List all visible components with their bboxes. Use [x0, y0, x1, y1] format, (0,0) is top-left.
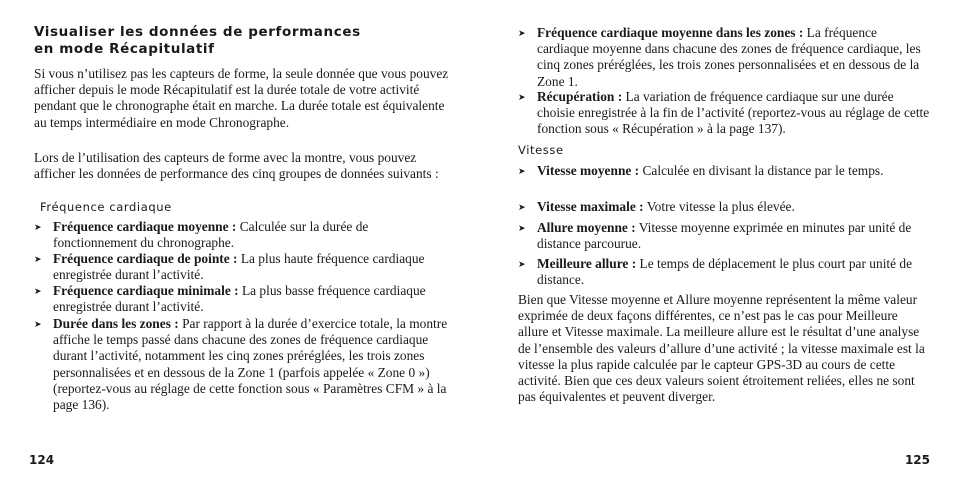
subheading-speed: Vitesse [518, 143, 564, 157]
arrow-bullet-icon: ➤ [518, 202, 526, 212]
list-item [34, 251, 452, 283]
arrow-bullet-icon: ➤ [518, 28, 526, 38]
item-text: Le temps de déplacement le plus court par unité de distance. [537, 256, 913, 288]
item-text: La plus basse fréquence cardiaque enregistrée durant l’activité. [53, 283, 426, 315]
section-heading [34, 24, 361, 58]
item-term: Durée dans les zones : [53, 316, 179, 331]
list-item [518, 256, 930, 288]
item-term: Vitesse moyenne : [537, 163, 640, 178]
list-item [518, 163, 930, 179]
heading-line-1: Visualiser les données de performances [34, 24, 361, 40]
item-term: Récupération : [537, 89, 623, 104]
item-term: Allure moyenne : [537, 220, 636, 235]
list-item [34, 283, 452, 315]
arrow-bullet-icon: ➤ [34, 222, 42, 232]
list-item [518, 220, 930, 252]
item-text: La plus haute fréquence cardiaque enregistrée durant l’activité. [53, 251, 425, 283]
item-term: Fréquence cardiaque moyenne : [53, 219, 237, 234]
item-term: Meilleure allure : [537, 256, 637, 271]
item-term: Fréquence cardiaque de pointe : [53, 251, 238, 266]
page-number-right: 125 [904, 453, 930, 467]
speed-paragraph: Bien que Vitesse moyenne et Allure moyenne représentent la même valeur exprimée de deux façons différentes, ce n’est pas le cas pour Meilleure allure et Vitesse maximale. La meilleure allure est le résultat d’une analyse de l’ensemble des valeurs d’allure d’une activité ; la vitesse maximale est la vitesse la plus rapide calculée par le capteur GPS-3D au cours de cette activité. Bien que ces deux valeurs soient étroitement reliées, elles ne sont pas équivalentes et peuvent diverger. [518, 292, 925, 405]
subheading-heart-rate: Fréquence cardiaque [40, 200, 172, 214]
arrow-bullet-icon: ➤ [518, 259, 526, 269]
intro-paragraph: Si vous n’utilisez pas les capteurs de forme, la seule donnée que vous pouvez afficher depuis le mode Récapitulatif est la durée totale de votre activité pendant que le chronographe était en marche. La durée totale est équivalente au temps intermédiaire en mode Chronographe. [34, 66, 449, 130]
list-item [518, 89, 930, 138]
sensor-paragraph: Lors de l’utilisation des capteurs de forme avec la montre, vous pouvez afficher les données de performance des cinq groupes de données suivants : [34, 150, 439, 182]
page-number-left: 124 [29, 453, 55, 467]
arrow-bullet-icon: ➤ [518, 166, 526, 176]
item-term: Vitesse maximale : [537, 199, 644, 214]
item-text: Calculée en divisant la distance par le temps. [639, 163, 884, 178]
item-text: La fréquence cardiaque moyenne dans chacune des zones de fréquence cardiaque, les cinq zones préréglées, les trois zones personnalisées et en dessous de la Zone 1. [537, 25, 921, 89]
list-item [518, 25, 930, 90]
arrow-bullet-icon: ➤ [518, 223, 526, 233]
list-item [34, 316, 452, 413]
arrow-bullet-icon: ➤ [34, 254, 42, 264]
item-term: Fréquence cardiaque moyenne dans les zones : [537, 25, 804, 40]
item-text: Votre vitesse la plus élevée. [643, 199, 795, 214]
list-item [518, 199, 930, 215]
list-item [34, 219, 452, 251]
item-text: Vitesse moyenne exprimée en minutes par unité de distance parcourue. [537, 220, 912, 252]
item-text: La variation de fréquence cardiaque sur une durée choisie enregistrée à la fin de l’activité (reportez-vous au réglage de cette fonction sous « Récupération » à la page 137). [537, 89, 930, 137]
arrow-bullet-icon: ➤ [34, 286, 42, 296]
heading-line-2: en mode Récapitulatif [34, 41, 215, 57]
arrow-bullet-icon: ➤ [34, 319, 42, 329]
arrow-bullet-icon: ➤ [518, 92, 526, 102]
item-text: Calculée sur la durée de fonctionnement du chronographe. [53, 219, 369, 251]
item-term: Fréquence cardiaque minimale : [53, 283, 239, 298]
item-text: Par rapport à la durée d’exercice totale, la montre affiche le temps passé dans chacune des zones de fréquence cardiaque durant l’activité, notamment les cinq zones préréglées, les trois zones personnalisées et en dessous de la Zone 1 (parfois appelée « Zone 0 ») (reportez-vous au réglage de cette fonction sous « Paramètres CFM » à la page 136). [53, 316, 448, 413]
